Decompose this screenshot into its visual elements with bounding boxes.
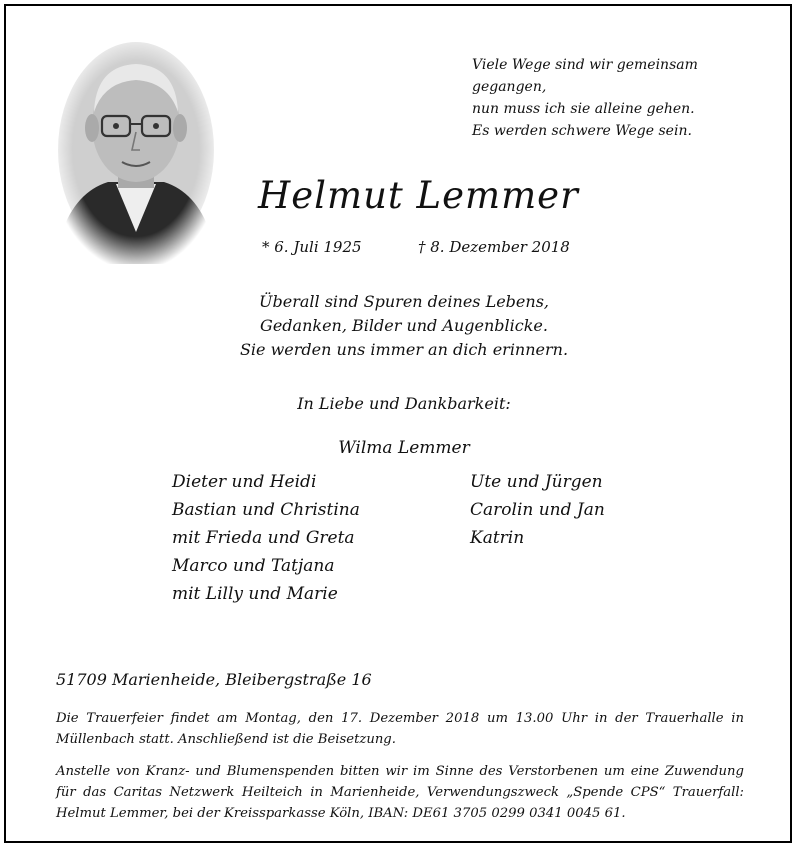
wife-name: Wilma Lemmer: [338, 438, 470, 458]
family-member: mit Frieda und Greta: [172, 528, 355, 548]
address: 51709 Marienheide, Bleibergstraße 16: [56, 670, 372, 689]
birth-date: * 6. Juli 1925: [262, 238, 362, 256]
poem-top: [472, 54, 772, 142]
poem-top-line: Viele Wege sind wir gemeinsam gegangen,: [472, 57, 698, 95]
poem-middle-line: Sie werden uns immer an dich erinnern.: [239, 340, 569, 359]
family-member: Dieter und Heidi: [172, 472, 317, 492]
poem-middle-line: Überall sind Spuren deines Lebens,: [259, 292, 549, 311]
family-member: Marco und Tatjana: [172, 556, 335, 576]
family-member: mit Lilly und Marie: [172, 584, 338, 604]
family-member: Bastian und Christina: [172, 500, 360, 520]
poem-middle-line: Gedanken, Bilder und Augenblicke.: [260, 316, 548, 335]
death-date: † 8. Dezember 2018: [418, 238, 570, 256]
poem-middle: [6, 290, 800, 362]
deceased-name: Helmut Lemmer: [258, 174, 579, 217]
portrait-photo: [56, 42, 216, 264]
donation-notice: Anstelle von Kranz- und Blumenspenden bitten wir im Sinne des Verstorbenen um eine Zuwendung für das Caritas Netzwerk Heilteich in Marienheide, Verwendungszweck „Spende CPS“ Trauerfall: Helmut Lemmer, bei der Kreissparkasse Köln, IBAN: DE61 3705 0299 0341 0045 61.: [56, 764, 744, 821]
thanks-line: In Liebe und Dankbarkeit:: [297, 394, 511, 413]
family-right-column: [470, 468, 605, 552]
family-left-column: [172, 468, 360, 608]
obituary-frame: [4, 4, 792, 843]
family-member: Ute und Jürgen: [470, 472, 603, 492]
poem-top-line: nun muss ich sie alleine gehen.: [472, 101, 695, 117]
family-member: Carolin und Jan: [470, 500, 605, 520]
poem-top-line: Es werden schwere Wege sein.: [472, 123, 692, 139]
family-member: Katrin: [470, 528, 525, 548]
funeral-notice: Die Trauerfeier findet am Montag, den 17. Dezember 2018 um 13.00 Uhr in der Trauerhalle in Müllenbach statt. Anschließend ist die Beisetzung.: [56, 711, 744, 747]
